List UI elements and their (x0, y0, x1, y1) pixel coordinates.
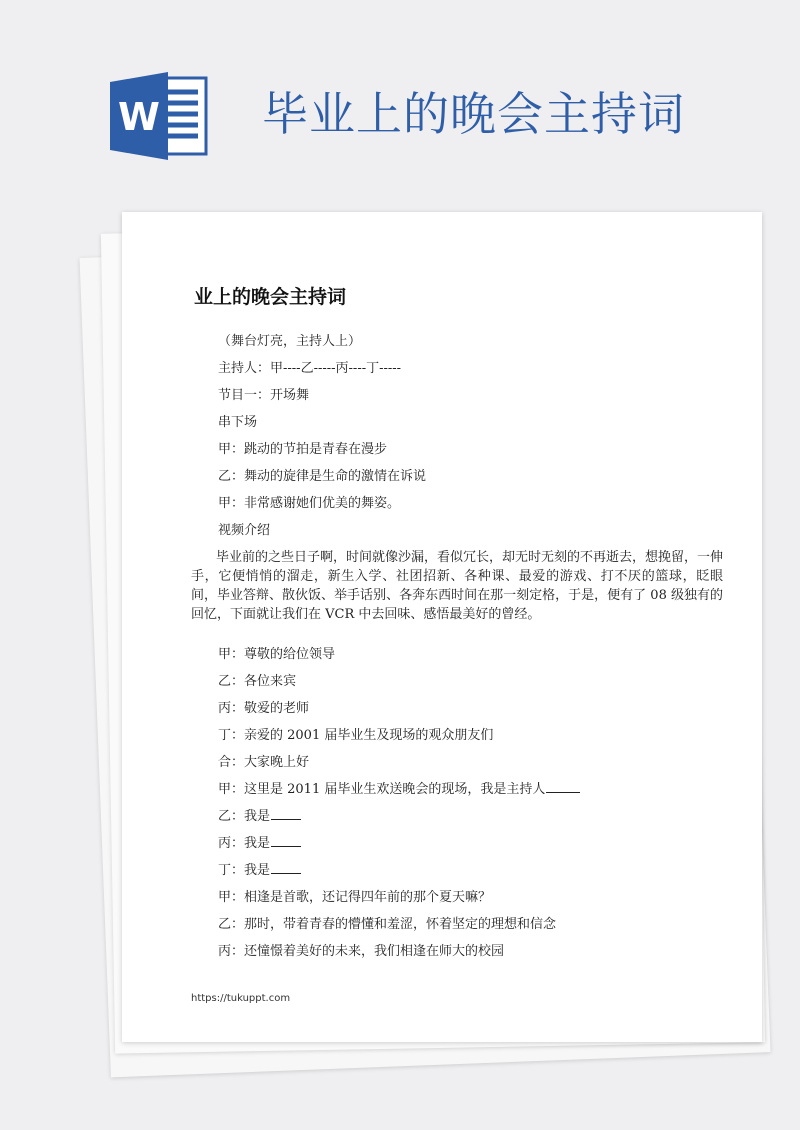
text-line: 甲：相逢是首歌，还记得四年前的那个夏天嘛？ (218, 890, 492, 905)
text-line: 甲：非常感谢她们优美的舞姿。 (218, 496, 401, 511)
fill-in-blank (271, 818, 301, 820)
text-line: 串下场 (218, 415, 258, 430)
footer-link[interactable]: https://tukuppt.com (191, 993, 291, 1004)
text-line: 丙：敬爱的老师 (218, 701, 310, 716)
text-line-with-blank (218, 778, 580, 797)
text-line: 甲：跳动的节拍是青春在漫步 (218, 442, 388, 457)
text-line: 主持人：甲----乙-----丙----丁----- (218, 361, 402, 376)
text-line: （舞台灯亮，主持人上） (218, 334, 362, 349)
document-title: 业上的晚会主持词 (194, 286, 347, 308)
text: 丙：我是 (218, 836, 271, 851)
text-line: 丁：亲爱的 2001 届毕业生及现场的观众朋友们 (218, 728, 494, 743)
text-line: 甲：尊敬的给位领导 (218, 647, 336, 662)
text-line: 乙：各位来宾 (218, 674, 297, 689)
word-logo-letter: W (118, 95, 160, 139)
text-line-with-blank (218, 805, 301, 824)
paragraph: 毕业前的之些日子啊，时间就像沙漏，看似冗长，却无时无刻的不再逝去，想挽留，一伸手，它便悄悄的溜走，新生入学、社团招新、各种课、最爱的游戏、打不厌的篮球，眨眼间，毕业答辩、散伙饭、举手话别、各奔东西时间在那一刻定格，于是，便有了 08 级独有的回忆，下面就让我们在 VCR 中去回味、感悟最美好的曾经。 (191, 550, 724, 622)
text: 甲：这里是 2011 届毕业生欢送晚会的现场，我是主持人 (218, 782, 546, 797)
text-line: 乙：那时，带着青春的懵懂和羞涩，怀着坚定的理想和信念 (218, 917, 557, 932)
text-line: 合：大家晚上好 (218, 755, 310, 770)
text-line-with-blank (218, 859, 301, 878)
text-line: 丙：还憧憬着美好的未来，我们相逢在师大的校园 (218, 944, 505, 959)
fill-in-blank (271, 872, 301, 874)
word-document-icon (110, 72, 210, 160)
text-line: 视频介绍 (218, 523, 271, 538)
page-title: 毕业上的晚会主持词 (262, 87, 685, 141)
text-line: 乙：舞动的旋律是生命的激情在诉说 (218, 469, 427, 484)
fill-in-blank (271, 845, 301, 847)
text-line-with-blank (218, 832, 301, 851)
fill-in-blank (546, 791, 580, 793)
document-page (122, 212, 762, 1042)
text-line: 节目一：开场舞 (218, 388, 310, 403)
text: 丁：我是 (218, 863, 271, 878)
text: 乙：我是 (218, 809, 271, 824)
